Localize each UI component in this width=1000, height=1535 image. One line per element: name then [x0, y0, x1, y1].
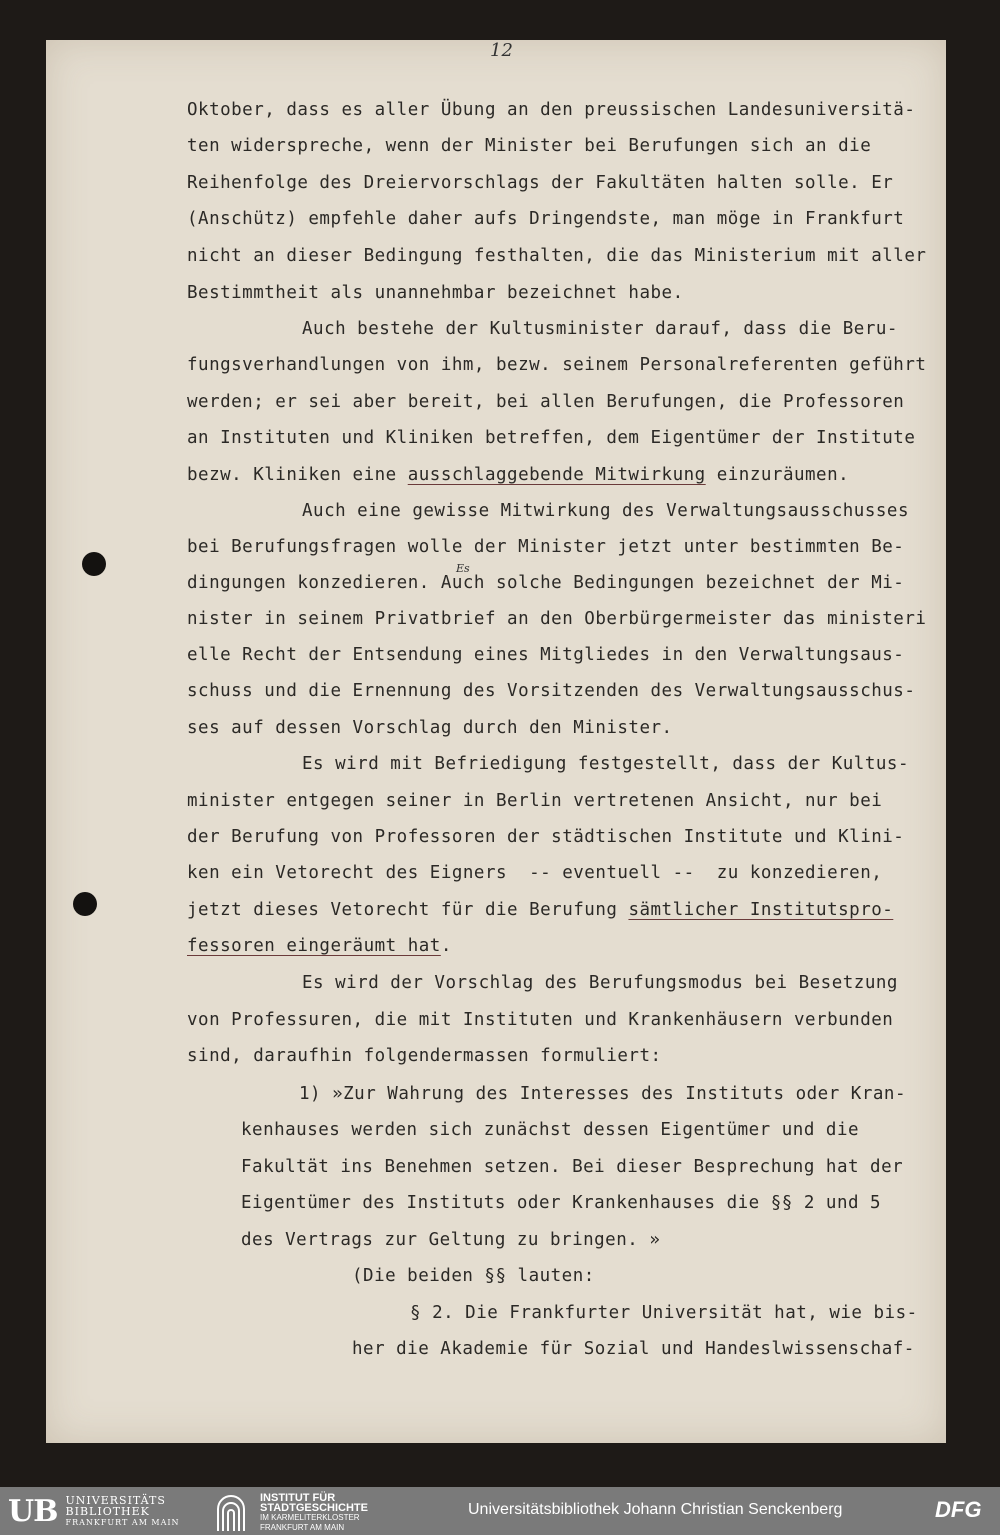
text-line: Auch bestehe der Kultusminister darauf, dass die Beru-	[302, 319, 898, 339]
text-line: minister entgegen seiner in Berlin vertretenen Ansicht, nur bei	[187, 791, 883, 811]
text-line: Eigentümer des Instituts oder Krankenhauses die §§ 2 und 5	[241, 1193, 882, 1213]
punch-hole-bottom	[73, 892, 97, 916]
isg-line: IM KARMELITERKLOSTER	[260, 1513, 360, 1522]
punch-hole-top	[82, 552, 106, 576]
underlined-phrase: fessoren eingeräumt hat	[187, 936, 441, 956]
text-line: Es wird der Vorschlag des Berufungsmodus bei Besetzung	[302, 973, 898, 993]
ub-mark: UB	[8, 1494, 58, 1529]
text-line: elle Recht der Entsendung eines Mitgliedes in den Verwaltungsaus-	[187, 645, 905, 665]
ub-line: UNIVERSITÄTS	[65, 1494, 166, 1507]
text-line: Es wird mit Befriedigung festgestellt, dass der Kultus-	[302, 754, 909, 774]
isg-line: STADTGESCHICHTE	[260, 1502, 368, 1514]
isg-name	[260, 1493, 368, 1533]
isg-line: FRANKFURT AM MAIN	[260, 1523, 345, 1532]
text-line: Auch eine gewisse Mitwirkung des Verwaltungsausschusses	[302, 501, 909, 521]
isg-line: INSTITUT FÜR	[260, 1492, 336, 1504]
text-line: nister in seinem Privatbrief an den Oberbürgermeister das ministeri	[187, 609, 927, 629]
underlined-phrase: sämtlicher Institutspro-	[628, 900, 894, 920]
margin-note: Es	[456, 562, 470, 575]
ub-line: BIBLIOTHEK	[65, 1505, 150, 1518]
text-line: Fakultät ins Benehmen setzen. Bei dieser Besprechung hat der	[241, 1157, 904, 1177]
underlined-phrase: ausschlaggebende Mitwirkung	[407, 465, 706, 485]
text-line: an Instituten und Kliniken betreffen, dem Eigentümer der Institute	[187, 428, 916, 448]
ub-logo	[8, 1494, 180, 1529]
isg-logo	[216, 1493, 368, 1533]
text-line: § 2. Die Frankfurter Universität hat, wie bis-	[410, 1303, 918, 1323]
ub-name	[66, 1495, 180, 1528]
text-segment: jetzt dieses Vetorecht für die Berufung	[187, 900, 629, 920]
text-line: kenhauses werden sich zunächst dessen Eigentümer und die	[241, 1120, 860, 1140]
page-number: 12	[490, 40, 513, 61]
text-line	[187, 465, 849, 485]
text-line: Reihenfolge des Dreiervorschlags der Fakultäten halten solle. Er	[187, 173, 894, 193]
text-line: dingungen konzedieren. Auch solche Bedingungen bezeichnet der Mi-	[187, 573, 905, 593]
text-line	[187, 936, 452, 956]
text-line: schuss und die Ernennung des Vorsitzenden des Verwaltungsausschus-	[187, 681, 916, 701]
text-line: nicht an dieser Bedingung festhalten, die das Ministerium mit aller	[187, 246, 927, 266]
text-line: sind, daraufhin folgendermassen formuliert:	[187, 1046, 662, 1066]
footer-bar	[0, 1487, 1000, 1535]
text-line	[187, 900, 893, 920]
text-line: ken ein Vetorecht des Eigners -- eventuell -- zu konzedieren,	[187, 863, 883, 883]
arch-icon	[216, 1495, 246, 1531]
text-segment: einzuräumen.	[705, 465, 850, 485]
text-line: (Anschütz) empfehle daher aufs Dringendste, man möge in Frankfurt	[187, 209, 905, 229]
text-line: ses auf dessen Vorschlag durch den Minister.	[187, 718, 673, 738]
text-line: (Die beiden §§ lauten:	[352, 1266, 595, 1286]
text-line: des Vertrags zur Geltung zu bringen. »	[241, 1230, 661, 1250]
text-line: der Berufung von Professoren der städtischen Institute und Klini-	[187, 827, 905, 847]
text-line: her die Akademie für Sozial und Handeslwissenschaf-	[352, 1339, 915, 1359]
text-segment: bezw. Kliniken eine	[187, 465, 408, 485]
text-line: bei Berufungsfragen wolle der Minister jetzt unter bestimmten Be-	[187, 537, 905, 557]
text-segment: .	[440, 936, 452, 956]
text-line: Oktober, dass es aller Übung an den preussischen Landesuniversitä-	[187, 100, 916, 120]
text-line: 1) »Zur Wahrung des Interesses des Instituts oder Kran-	[299, 1084, 906, 1104]
text-line: Bestimmtheit als unannehmbar bezeichnet habe.	[187, 283, 684, 303]
text-line: von Professuren, die mit Instituten und Krankenhäusern verbunden	[187, 1010, 894, 1030]
ub-line: FRANKFURT AM MAIN	[65, 1518, 180, 1527]
dfg-logo: DFG	[935, 1497, 982, 1522]
library-name: Universitätsbibliothek Johann Christian Senckenberg	[468, 1501, 843, 1518]
text-line: fungsverhandlungen von ihm, bezw. seinem Personalreferenten geführt	[187, 355, 927, 375]
text-line: werden; er sei aber bereit, bei allen Berufungen, die Professoren	[187, 392, 905, 412]
text-line: ten widerspreche, wenn der Minister bei Berufungen sich an die	[187, 136, 872, 156]
